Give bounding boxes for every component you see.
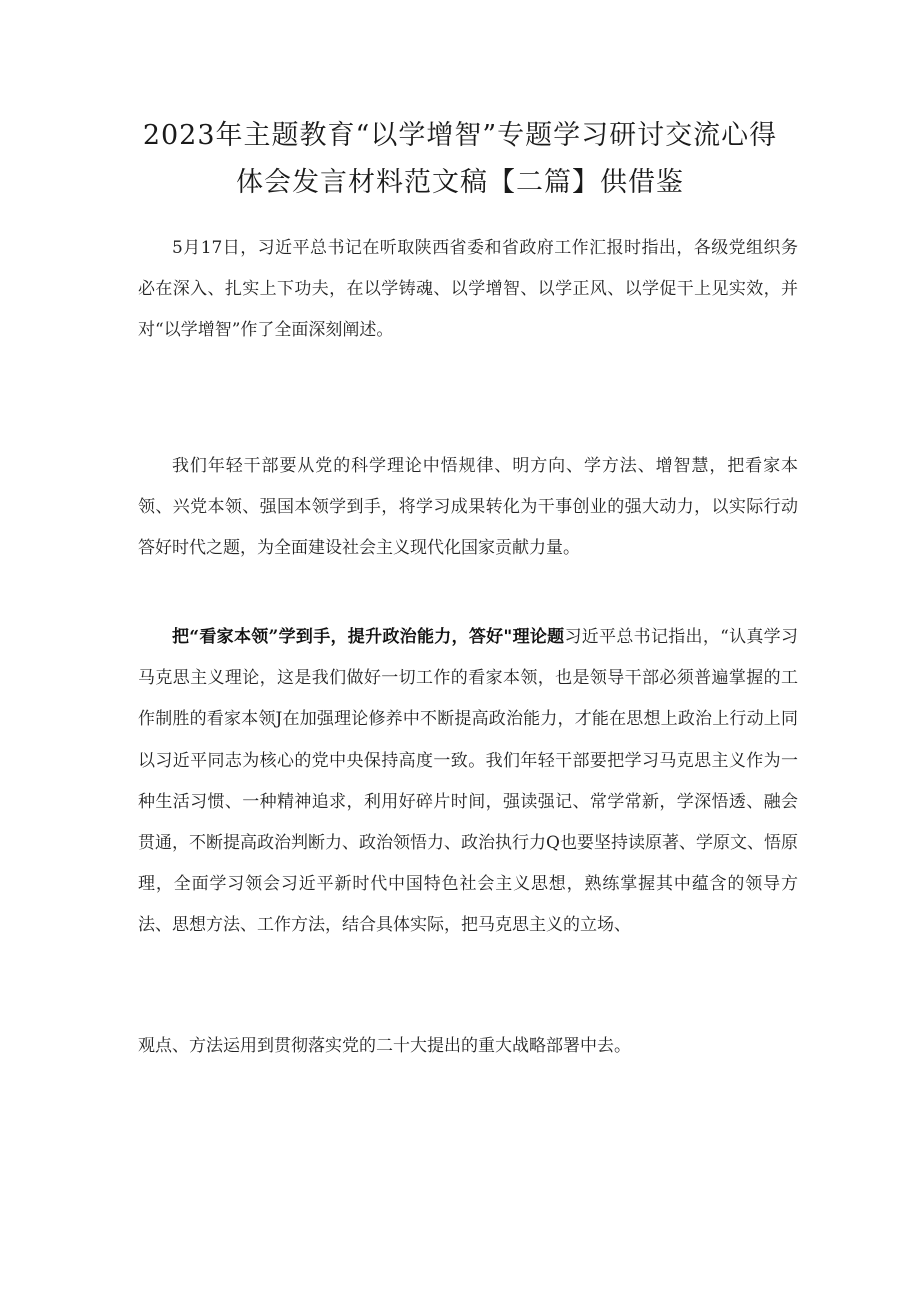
document-title-line-1: 2023年主题教育“以学增智”专题学习研讨交流心得 [142,120,778,151]
paragraph-theory-section [138,617,798,947]
paragraph-young-cadres: 我们年轻干部要从党的科学理论中悟规律、明方向、学方法、增智慧，把看家本领、兴党本领、强国本领学到手，将学习成果转化为干事创业的强大动力，以实际行动答好时代之题，为全面建设社会主义现代化国家贡献力量。 [138,456,798,558]
document-title-line-2: 体会发言材料范文稿【二篇】供借鉴 [236,167,684,198]
paragraph-continuation: 观点、方法运用到贯彻落实党的二十大提出的重大战略部署中去。 [138,1036,631,1056]
section-body: 习近平总书记指出，“认真学习马克思主义理论，这是我们做好一切工作的看家本领，也是领导干部必须普遍掌握的工作制胜的看家本领J在加强理论修养中不断提高政治能力，才能在思想上政治上行动上同以习近平同志为核心的党中央保持高度一致。我们年轻干部要把学习马克思主义作为一种生活习惯、一种精神追求，利用好碎片时间，强读强记、常学常新，学深悟透、融会贯通，不断提高政治判断力、政治领悟力、政治执行力Q也要坚持读原著、学原文、悟原理，全面学习领会习近平新时代中国特色社会主义思想，熟练掌握其中蕴含的领导方法、思想方法、工作方法，结合具体实际，把马克思主义的立场、 [138,627,798,936]
section-heading: 把“看家本领”学到手，提升政治能力，答好"理论题 [172,627,565,647]
paragraph-intro: 5月17日，习近平总书记在听取陕西省委和省政府工作汇报时指出，各级党组织务必在深入、扎实上下功夫，在以学铸魂、以学增智、以学正风、以学促干上见实效，并对“以学增智”作了全面深刻阐述。 [138,238,798,340]
